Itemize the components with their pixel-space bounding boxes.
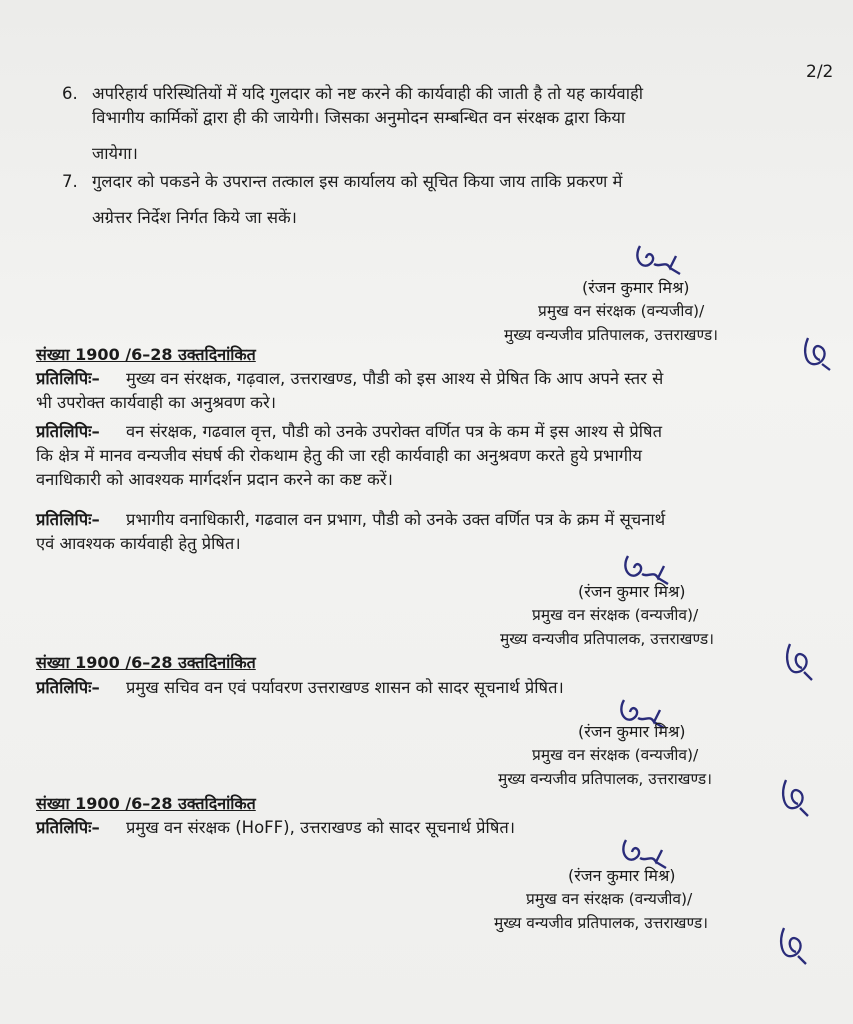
copy-3-label: प्रतिलिपिः–: [36, 510, 100, 529]
signatory-designation-2b: मुख्य वन्यजीव प्रतिपालक, उत्तराखण्ड।: [500, 630, 715, 648]
copy-1-line-1: मुख्य वन संरक्षक, गढ़वाल, उत्तराखण्ड, पौडी को इस आश्य से प्रेषित कि आप अपने स्तर से: [126, 369, 664, 388]
copy-2-line-1: वन संरक्षक, गढवाल वृत्त, पौडी को उनके उपरोक्त वर्णित पत्र के कम में इस आश्य से प्रेषित: [126, 422, 662, 441]
signatory-designation-4a: प्रमुख वन संरक्षक (वन्यजीव)/: [526, 890, 693, 908]
signature-mark-3: [778, 776, 814, 820]
signatory-designation-2a: प्रमुख वन संरक्षक (वन्यजीव)/: [532, 606, 699, 624]
signatory-designation-1a: प्रमुख वन संरक्षक (वन्यजीव)/: [538, 302, 705, 320]
section-3-ref-text: संख्या 1900 /6–28 उक्तदिनांकित: [36, 794, 256, 813]
copy-5-line-1: प्रमुख वन संरक्षक (HoFF), उत्तराखण्ड को सादर सूचनार्थ प्रेषित।: [126, 818, 516, 837]
point-6-number: 6.: [62, 84, 78, 103]
signatory-designation-3b: मुख्य वन्यजीव प्रतिपालक, उत्तराखण्ड।: [498, 770, 713, 788]
point-6-line-1: अपरिहार्य परिस्थितियों में यदि गुलदार को नष्ट करने की कार्यवाही की जाती है तो यह कार्यवाही: [92, 84, 644, 103]
point-7-number: 7.: [62, 172, 78, 191]
point-7-line-2: अग्रेत्तर निर्देश निर्गत किये जा सकें।: [92, 208, 297, 227]
point-6-line-3: जायेगा।: [92, 144, 138, 163]
copy-1-label: प्रतिलिपिः–: [36, 369, 100, 388]
section-1-ref-text: संख्या 1900 /6–28 उक्तदिनांकित: [36, 345, 256, 364]
copy-4-line-1: प्रमुख सचिव वन एवं पर्यावरण उत्तराखण्ड शासन को सादर सूचनार्थ प्रेषित।: [126, 678, 564, 697]
signatory-designation-4b: मुख्य वन्यजीव प्रतिपालक, उत्तराखण्ड।: [494, 914, 709, 932]
section-2-ref-text: संख्या 1900 /6–28 उक्तदिनांकित: [36, 653, 256, 672]
signatory-name-2: (रंजन कुमार मिश्र): [578, 582, 686, 601]
signatory-designation-3a: प्रमुख वन संरक्षक (वन्यजीव)/: [532, 746, 699, 764]
signature-initials-1: [630, 238, 690, 280]
page-number: 2/2: [806, 62, 834, 82]
signature-mark-4: [776, 924, 812, 968]
point-7-line-1: गुलदार को पकडने के उपरान्त तत्काल इस कार्यालय को सूचित किया जाय ताकि प्रकरण में: [92, 172, 623, 191]
signatory-name-4: (रंजन कुमार मिश्र): [568, 866, 676, 885]
copy-2-line-3: वनाधिकारी को आवश्यक मार्गदर्शन प्रदान करने का कष्ट करें।: [36, 470, 393, 489]
signature-mark-1: [800, 334, 836, 374]
point-6-line-2: विभागीय कार्मिकों द्वारा ही की जायेगी। जिसका अनुमोदन सम्बन्धित वन संरक्षक द्वारा किया: [92, 108, 626, 127]
copy-4-label: प्रतिलिपिः–: [36, 678, 100, 697]
copy-5-label: प्रतिलिपिः–: [36, 818, 100, 837]
copy-1-line-2: भी उपरोक्त कार्यवाही का अनुश्रवण करे।: [36, 393, 276, 412]
copy-3-line-1: प्रभागीय वनाधिकारी, गढवाल वन प्रभाग, पौडी को उनके उक्त वर्णित पत्र के क्रम में सूचनार्थ: [126, 510, 666, 529]
copy-3-line-2: एवं आवश्यक कार्यवाही हेतु प्रेषित।: [36, 534, 241, 553]
section-3-ref: [36, 792, 256, 814]
signatory-name-1: (रंजन कुमार मिश्र): [582, 278, 690, 297]
signatory-designation-1b: मुख्य वन्यजीव प्रतिपालक, उत्तराखण्ड।: [504, 326, 719, 344]
section-2-ref: [36, 651, 256, 673]
signatory-name-3: (रंजन कुमार मिश्र): [578, 722, 686, 741]
section-1-ref: [36, 343, 256, 365]
signature-mark-2: [782, 640, 818, 684]
copy-2-label: प्रतिलिपिः–: [36, 422, 100, 441]
copy-2-line-2: कि क्षेत्र में मानव वन्यजीव संघर्ष की रोकथाम हेतु की जा रही कार्यवाही का अनुश्रवण करते हुये प्रभागीय: [36, 446, 642, 465]
